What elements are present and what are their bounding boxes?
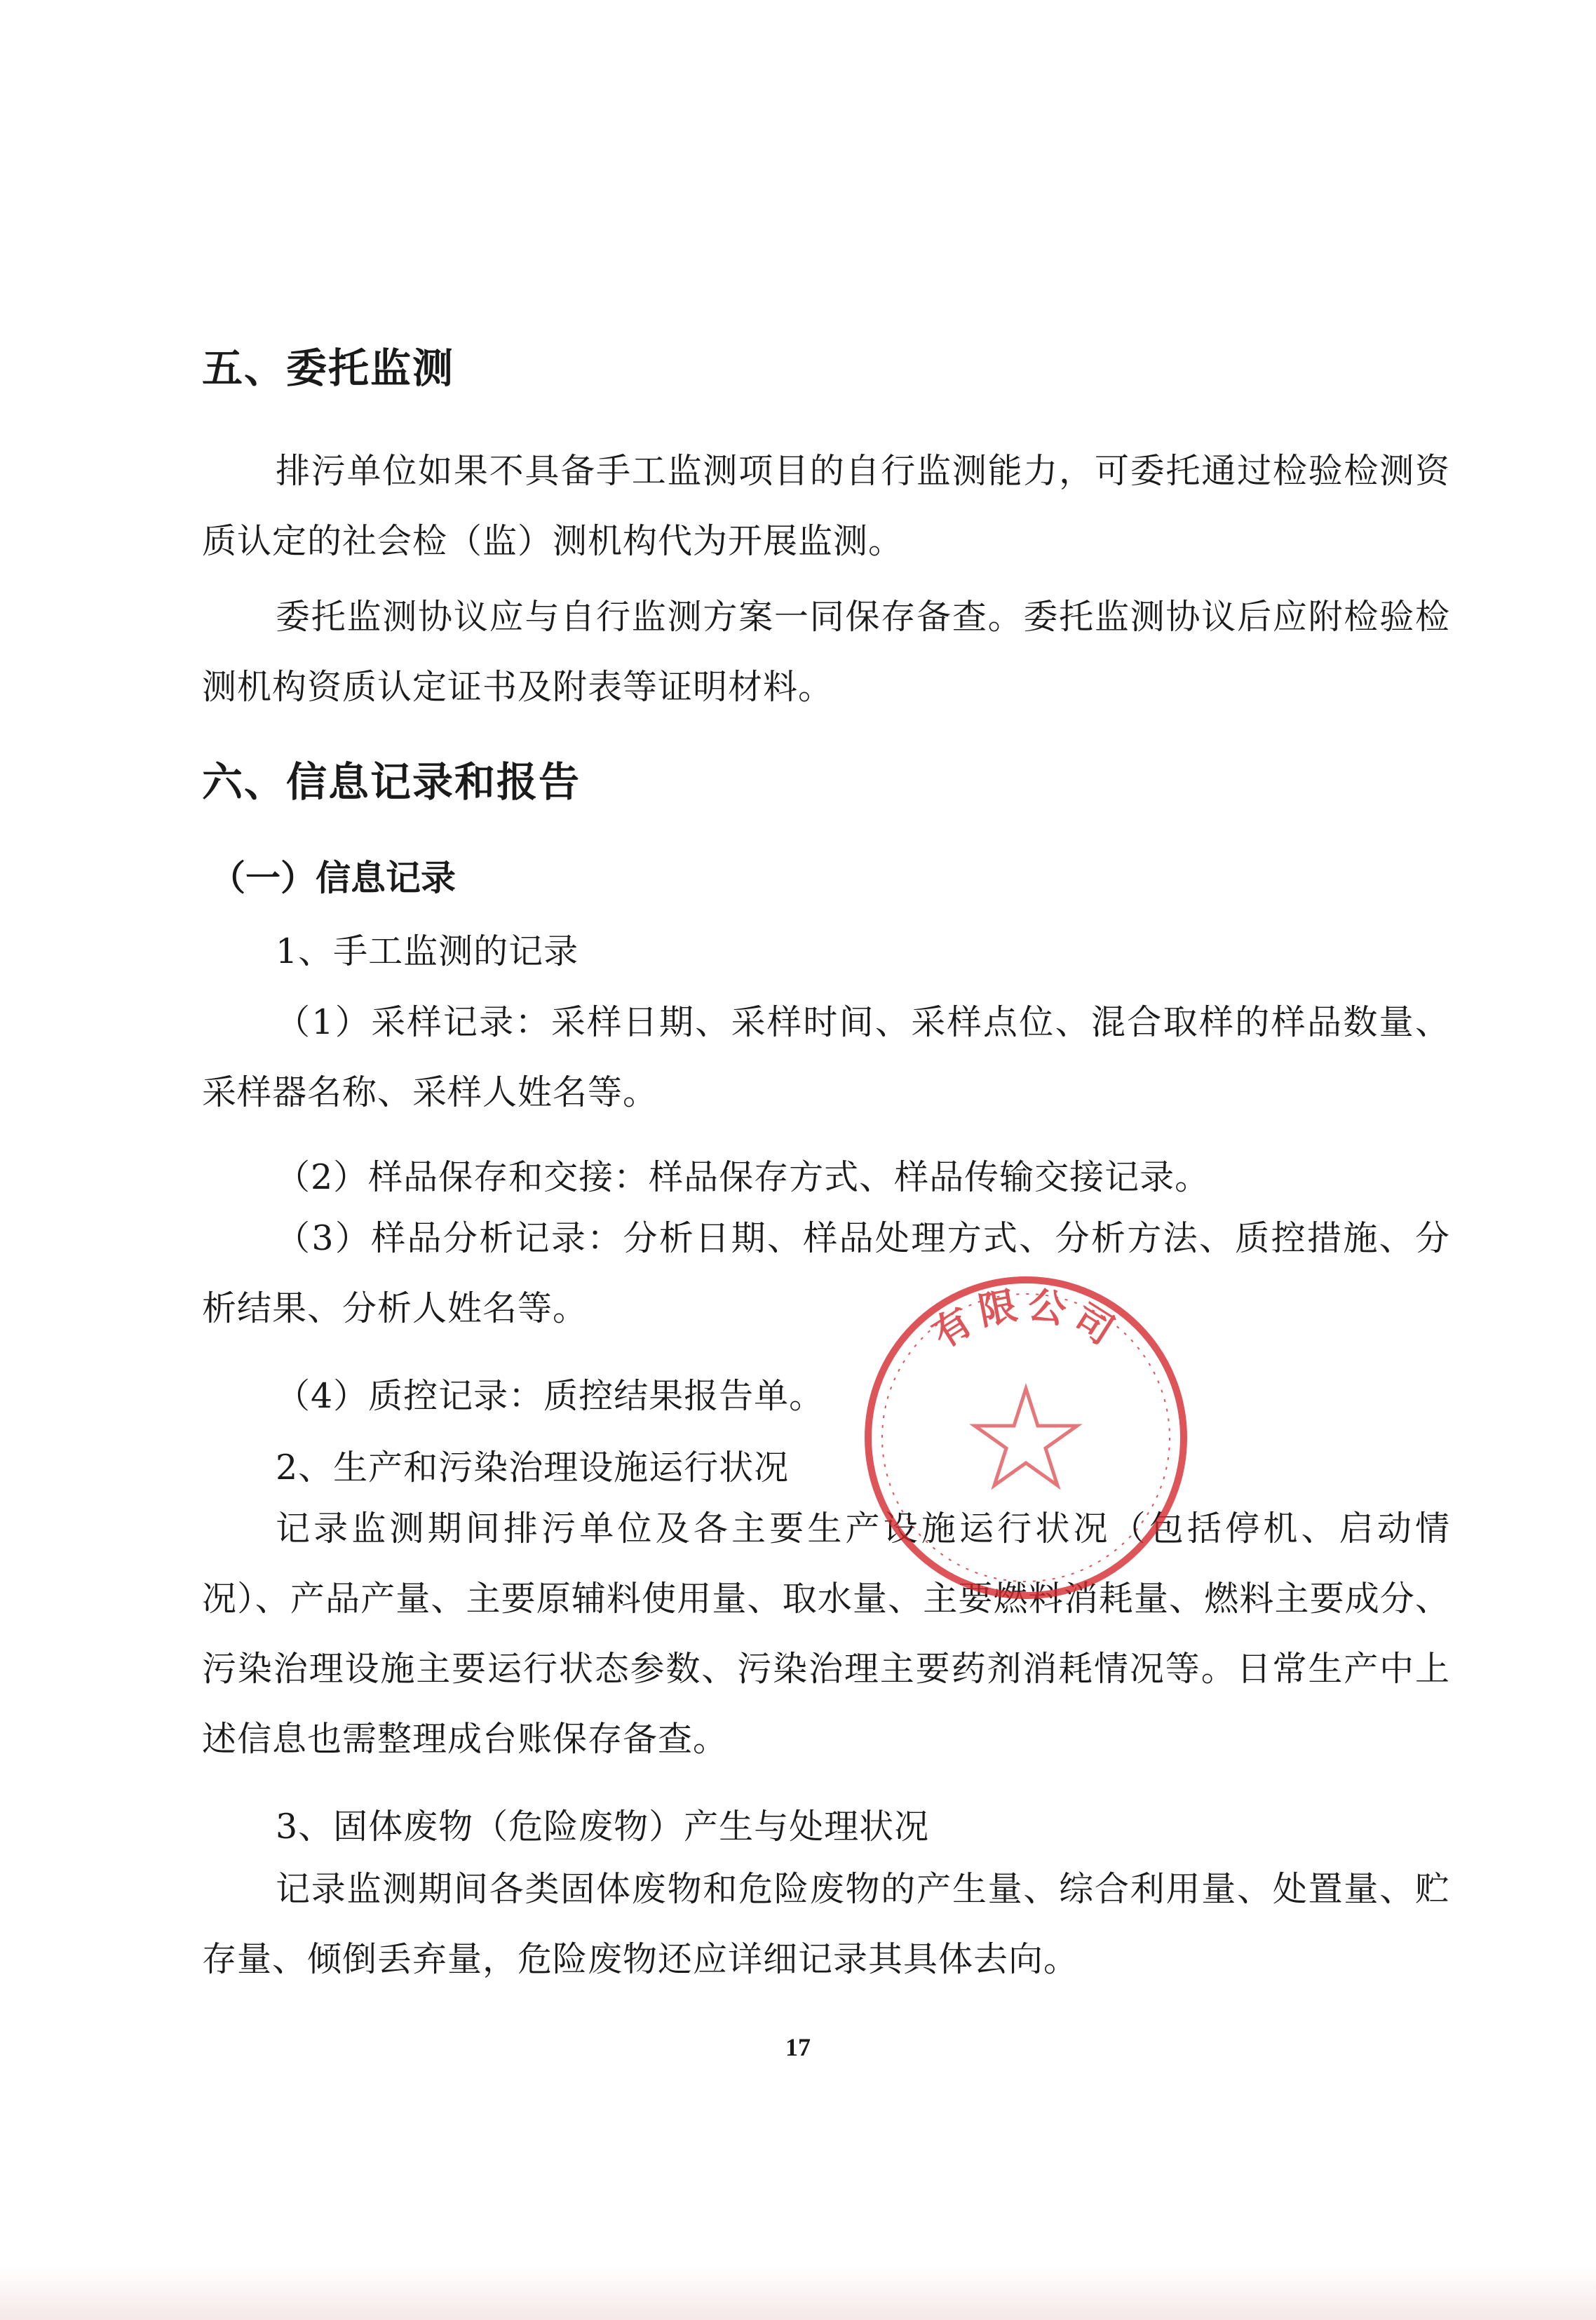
section-6-title: 六、信息记录和报告: [202, 758, 581, 806]
section-5-title: 五、委托监测: [202, 344, 455, 392]
section-5-paragraph-2: 委托监测协议应与自行监测方案一同保存备查。委托监测协议后应附检验检测机构资质认定证书及附表等证明材料。: [202, 597, 1450, 707]
production-facility-paragraph: 记录监测期间排污单位及各主要生产设施运行状况（包括停机、启动情况）、产品产量、主要原辅料使用量、取水量、主要燃料消耗量、燃料主要成分、污染治理设施主要运行状态参数、污染治理主要药剂消耗情况等。日常生产中上述信息也需整理成台账保存备查。: [202, 1509, 1450, 1759]
company-seal-stamp: [854, 1266, 1198, 1610]
seal-star-icon: [975, 1389, 1077, 1485]
record-item-sample-storage: （2）样品保存和交接：样品保存方式、样品传输交接记录。: [276, 1157, 1210, 1197]
item-manual-monitoring-title: 1、手工监测的记录: [276, 931, 579, 971]
item-production-facility-title: 2、生产和污染治理设施运行状况: [276, 1448, 790, 1488]
solid-waste-paragraph: 记录监测期间各类固体废物和危险废物的产生量、综合利用量、处置量、贮存量、倾倒丢弃量，危险废物还应详细记录其具体去向。: [202, 1869, 1450, 1979]
subsection-info-record-title: （一）信息记录: [210, 858, 456, 898]
record-item-sample-analysis: （3）样品分析记录：分析日期、样品处理方式、分析方法、质控措施、分析结果、分析人姓名等。: [202, 1218, 1450, 1328]
item-solid-waste-title: 3、固体废物（危险废物）产生与处理状况: [276, 1807, 930, 1847]
page-number: 17: [785, 2033, 811, 2061]
seal-text: 有限公司: [924, 1281, 1128, 1357]
scan-edge-smudge: [0, 2265, 1596, 2320]
section-5-paragraph-1: 排污单位如果不具备手工监测项目的自行监测能力，可委托通过检验检测资质认定的社会检（监）测机构代为开展监测。: [202, 451, 1450, 561]
record-item-quality-control: （4）质控记录：质控结果报告单。: [276, 1376, 825, 1416]
record-item-sampling: （1）采样记录：采样日期、采样时间、采样点位、混合取样的样品数量、采样器名称、采样人姓名等。: [202, 1002, 1450, 1112]
